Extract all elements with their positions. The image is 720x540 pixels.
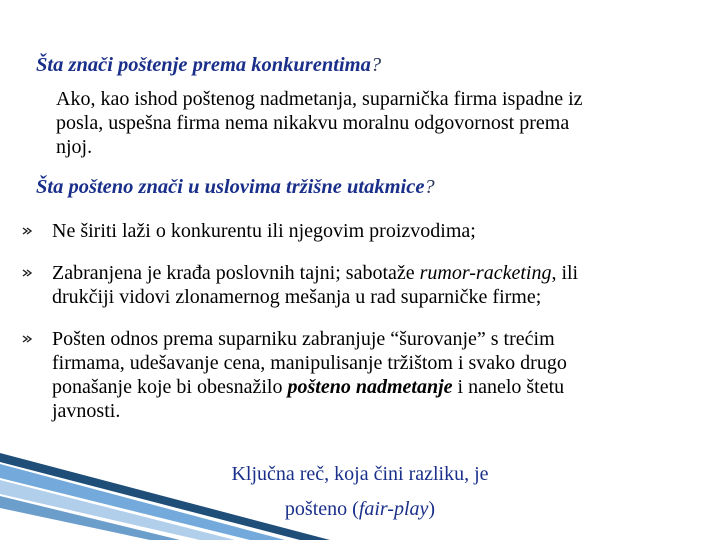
bullet-item xyxy=(22,261,712,309)
bullet-text: ponašanje koje bi obesnažilo xyxy=(52,376,288,398)
arrow-bullet-icon xyxy=(22,267,34,279)
arrow-bullet-icon xyxy=(22,225,34,237)
bullet-list xyxy=(22,219,712,441)
bullet-line: firmama, udešavanje cena, manipulisanje tržištom i svako drugo xyxy=(52,352,567,374)
bullet-item xyxy=(22,219,712,243)
key-statement-line-2 xyxy=(160,497,560,521)
answer-line: njoj. xyxy=(56,136,93,158)
arrow-bullet-icon xyxy=(22,333,34,345)
key-statement-line-1: Ključna reč, koja čini razliku, je xyxy=(231,463,489,485)
bullet-line: Ne širiti laži o konkurentu ili njegovim proizvodima; xyxy=(52,220,476,242)
bullet-line xyxy=(52,375,712,399)
italic-term: rumor-racketing xyxy=(419,262,552,284)
key-italic-term: fair-play xyxy=(358,498,429,520)
bullet-item xyxy=(22,327,712,423)
key-text: pošteno ( xyxy=(284,498,359,520)
bullet-line xyxy=(52,261,712,285)
answer-line: Ako, kao ishod poštenog nadmetanja, suparnička firma ispadne iz xyxy=(56,88,583,110)
answer-line: posla, uspešna firma nema nikakvu moralnu odgovornost prema xyxy=(56,112,570,134)
question-mark: ? xyxy=(424,176,435,198)
bullet-text: i nanelo štetu xyxy=(452,376,565,398)
question-heading-1 xyxy=(36,53,381,77)
bullet-line: Pošten odnos prema suparniku zabranjuje “šurovanje” s trećim xyxy=(52,328,555,350)
emphasized-term: pošteno nadmetanje xyxy=(287,376,453,398)
bullet-line: javnosti. xyxy=(52,400,121,422)
answer-paragraph xyxy=(56,87,696,159)
question-heading-2 xyxy=(36,175,435,199)
question-text: Šta znači poštenje prema konkurentima xyxy=(36,54,371,76)
bullet-text: Zabranjena je krađa poslovnih tajni; sabotaže xyxy=(52,262,420,284)
question-text: Šta pošteno znači u uslovima tržišne utakmice xyxy=(36,176,425,198)
bullet-text: , ili xyxy=(551,262,579,284)
bullet-line: drukčiji vidovi zlonamernog mešanja u rad suparničke firme; xyxy=(52,286,542,308)
key-text: ) xyxy=(428,498,436,520)
question-mark: ? xyxy=(370,54,382,76)
